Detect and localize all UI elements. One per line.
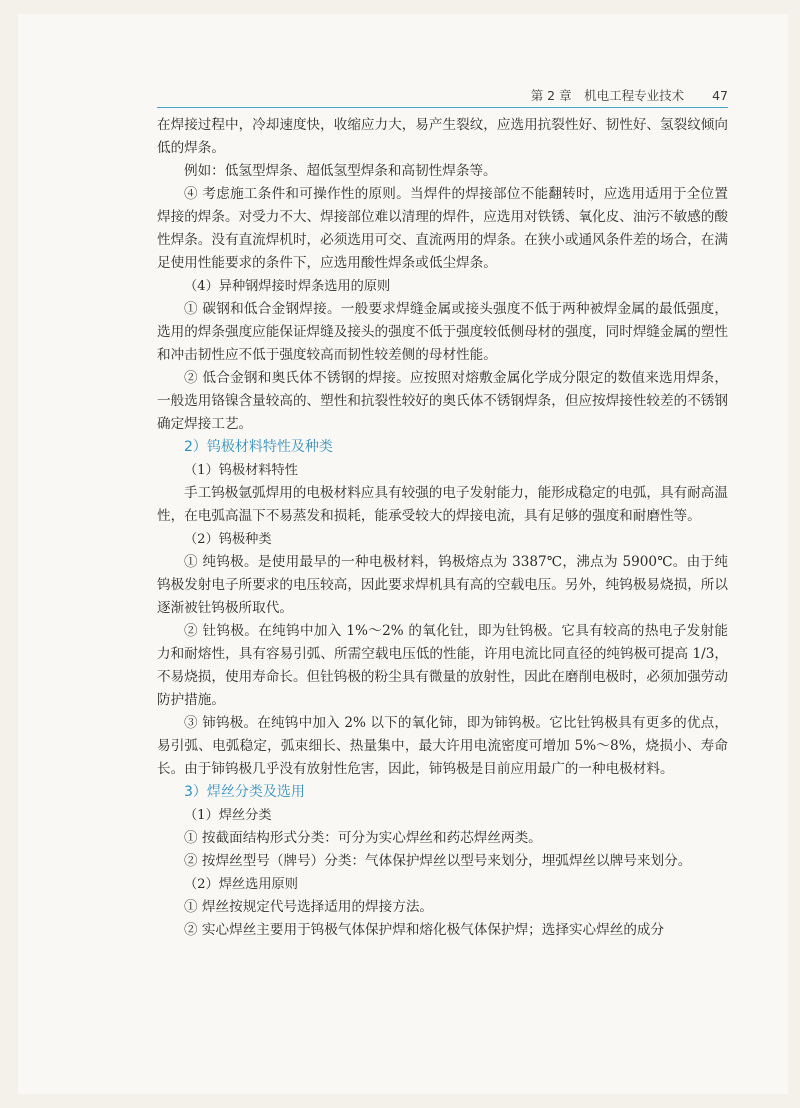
paragraph: ③ 铈钨极。在纯钨中加入 2% 以下的氧化铈，即为铈钨极。它比钍钨极具有更多的优点，易引弧、电弧稳定，弧束细长、热量集中，最大许用电流密度可增加 5%～8%，烧损小、寿命长。由于铈钨极几乎没有放射性危害，因此，铈钨极是目前应用最广的一种电极材料。 (157, 715, 728, 777)
section-heading: 3）焊丝分类及选用 (184, 784, 305, 800)
paragraph: ① 纯钨极。是使用最早的一种电极材料，钨极熔点为 3387℃，沸点为 5900℃。由于纯钨极发射电子所要求的电压较高，因此要求焊机具有高的空载电压。另外，纯钨极易烧损，所以逐渐被钍钨极所取代。 (157, 554, 728, 616)
paragraph: 手工钨极氩弧焊用的电极材料应具有较强的电子发射能力，能形成稳定的电弧，具有耐高温性，在电弧高温下不易蒸发和损耗，能承受较大的焊接电流，具有足够的强度和耐磨性等。 (157, 485, 728, 524)
subsection-heading: （1）钨极材料特性 (184, 463, 298, 478)
paragraph: 例如：低氢型焊条、超低氢型焊条和高韧性焊条等。 (184, 163, 497, 179)
page-number: 47 (712, 88, 728, 103)
paragraph: ① 按截面结构形式分类：可分为实心焊丝和药芯焊丝两类。 (184, 830, 542, 846)
subsection-heading: （2）钨极种类 (184, 532, 272, 547)
paragraph: ① 焊丝按规定代号选择适用的焊接方法。 (184, 899, 434, 915)
body-text (157, 114, 728, 942)
section-heading: 2）钨极材料特性及种类 (184, 439, 333, 455)
paragraph: ② 按焊丝型号（牌号）分类：气体保护焊丝以型号来划分，埋弧焊丝以牌号来划分。 (184, 853, 692, 869)
paragraph: ② 低合金钢和奥氏体不锈钢的焊接。应按照对熔敷金属化学成分限定的数值来选用焊条，一般选用铬镍含量较高的、塑性和抗裂性较好的奥氏体不锈钢焊条，但应按焊接性较差的不锈钢确定焊接工艺。 (157, 370, 728, 432)
header-rule (157, 107, 728, 108)
paragraph: ① 碳钢和低合金钢焊接。一般要求焊缝金属或接头强度不低于两种被焊金属的最低强度，选用的焊条强度应能保证焊缝及接头的强度不低于强度较低侧母材的强度，同时焊缝金属的塑性和冲击韧性应不低于强度较高而韧性较差侧的母材性能。 (157, 301, 728, 363)
chapter-title: 第 2 章 机电工程专业技术 (530, 88, 685, 103)
paragraph: ② 实心焊丝主要用于钨极气体保护焊和熔化极气体保护焊；选择实心焊丝的成分 (184, 922, 665, 938)
running-header (157, 86, 728, 106)
paragraph: ④ 考虑施工条件和可操作性的原则。当焊件的焊接部位不能翻转时，应选用适用于全位置焊接的焊条。对受力不大、焊接部位难以清理的焊件，应选用对铁锈、氧化皮、油污不敏感的酸性焊条。没有直流焊机时，必须选用可交、直流两用的焊条。在狭小或通风条件差的场合，在满足使用性能要求的条件下，应选用酸性焊条或低尘焊条。 (157, 186, 728, 271)
paragraph: ② 钍钨极。在纯钨中加入 1%～2% 的氧化钍，即为钍钨极。它具有较高的热电子发射能力和耐熔性，具有容易引弧、所需空载电压低的性能，许用电流比同直径的纯钨极可提高 1/3，不易烧损，使用寿命长。但钍钨极的粉尘具有微量的放射性，因此在磨削电极时，必须加强劳动防护措施。 (157, 623, 728, 708)
subsection-heading: （4）异种钢焊接时焊条选用的原则 (184, 279, 391, 294)
paragraph: 在焊接过程中，冷却速度快，收缩应力大，易产生裂纹，应选用抗裂性好、韧性好、氢裂纹倾向低的焊条。 (157, 117, 728, 156)
subsection-heading: （1）焊丝分类 (184, 808, 272, 823)
subsection-heading: （2）焊丝选用原则 (184, 877, 298, 892)
